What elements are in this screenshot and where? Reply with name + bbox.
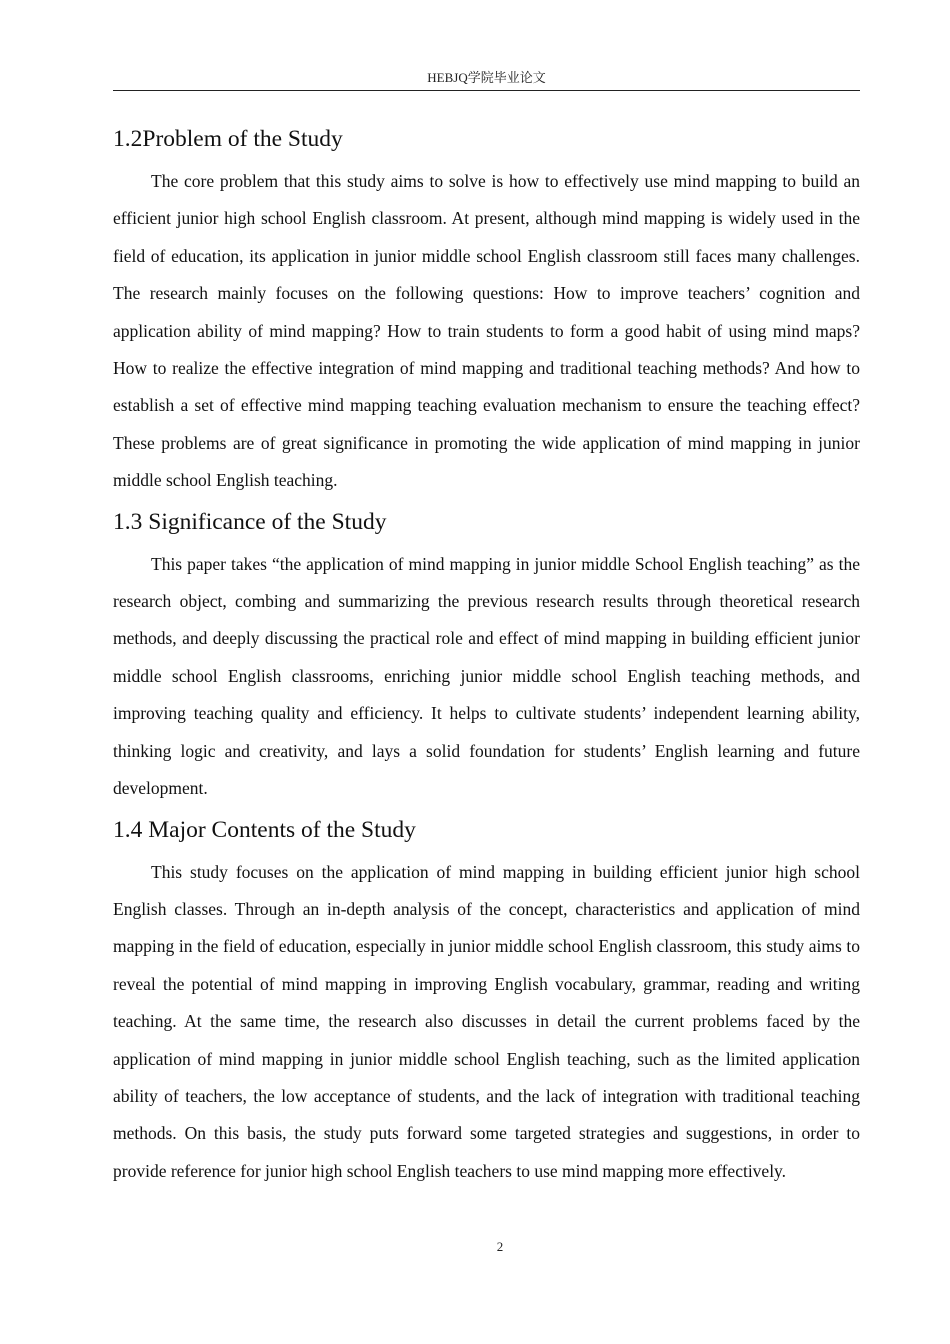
section-paragraph: This paper takes “the application of mind mapping in junior middle School English teaching” as the research object, combing and summarizing the previous research results through theoretical research methods, and deeply discussing the practical role and effect of mind mapping in building efficient junior middle school English classrooms, enriching junior middle school English teaching methods, and improving teaching quality and efficiency. It helps to cultivate students’ independent learning ability, thinking logic and creativity, and lays a solid foundation for students’ English learning and future development.	[113, 553, 860, 799]
section-major-contents-of-study	[113, 812, 860, 1191]
section-paragraph: The core problem that this study aims to solve is how to effectively use mind mapping to build an efficient junior high school English classroom. At present, although mind mapping is widely used in the field of education, its application in junior middle school English classroom still faces many challenges. The research mainly focuses on the following questions: How to improve teachers’ cognition and application ability of mind mapping? How to train students to form a good habit of using mind maps? How to realize the effective integration of mind mapping and traditional teaching methods? And how to establish a set of effective mind mapping teaching evaluation mechanism to ensure the teaching effect? These problems are of great significance in promoting the wide application of mind mapping in junior middle school English teaching.	[113, 171, 860, 491]
section-paragraph: This study focuses on the application of mind mapping in building efficient junior high school English classes. Through an in-depth analysis of the concept, characteristics and application of mind mapping in the field of education, especially in junior middle school English classroom, this study aims to reveal the potential of mind mapping in improving English vocabulary, grammar, reading and writing teaching. At the same time, the research also discusses in detail the current problems faced by the application of mind mapping in junior middle school English teaching, such as the limited application ability of teachers, the low acceptance of students, and the lack of integration with traditional teaching methods. On this basis, the study puts forward some targeted strategies and suggestions, in order to provide reference for junior high school English teachers to use mind mapping more effectively.	[113, 861, 860, 1181]
section-significance-of-study	[113, 504, 860, 808]
section-heading: 1.4 Major Contents of the Study	[113, 816, 416, 843]
document-body	[113, 121, 860, 1194]
page-header	[113, 68, 860, 91]
page-number: 2	[496, 1239, 504, 1254]
section-heading: 1.2Problem of the Study	[113, 126, 343, 152]
section-heading: 1.3 Significance of the Study	[113, 508, 387, 535]
section-problem-of-study	[113, 121, 860, 500]
header-title: HEBJQ学院毕业论文	[427, 70, 546, 85]
